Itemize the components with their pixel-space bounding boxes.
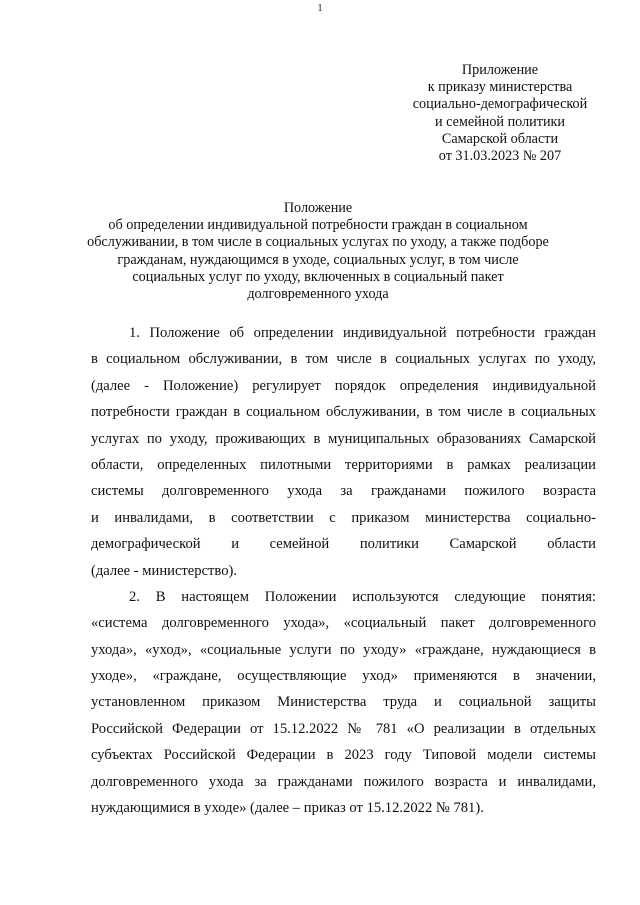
- title-line: гражданам, нуждающимся в уходе, социальных услуг, в том числе: [117, 251, 519, 268]
- document-title: [60, 200, 576, 303]
- paragraph-line: 1. Положение об определении индивидуальной потребности граждан: [129, 325, 596, 341]
- title-line: обслуживании, в том числе в социальных услугах по уходу, а также подборе: [87, 234, 549, 251]
- paragraph-line: нуждающимися в уходе» (далее – приказ от 15.12.2022 № 781).: [91, 800, 484, 817]
- paragraph-line: 2. В настоящем Положении используются следующие понятия:: [129, 588, 596, 605]
- appendix-line: Самарской области: [441, 130, 559, 147]
- paragraph-line: ухода», «уход», «социальные услуги по уходу» «граждане, нуждающиеся в: [91, 641, 596, 658]
- paragraph-line: установленном приказом Министерства труда и социальной защиты: [91, 694, 596, 711]
- appendix-line: и семейной политики: [434, 113, 566, 130]
- paragraph-line: Российской Федерации от 15.12.2022 № 781 «О реализации в отдельных: [91, 720, 596, 737]
- title-line: Положение: [283, 200, 353, 216]
- appendix-line: к приказу министерства: [427, 79, 573, 96]
- title-line: долговременного ухода: [247, 286, 389, 303]
- appendix-line: от 31.03.2023 № 207: [438, 148, 562, 165]
- paragraph-line: субъектах Российской Федерации в 2023 году Типовой модели системы: [91, 747, 596, 764]
- paragraph-line: уходе», «граждане, осуществляющие уход» применяются в значении,: [91, 668, 596, 685]
- paragraph-2: [91, 584, 596, 822]
- page-number: 1: [317, 3, 323, 14]
- paragraph-line: потребности граждан в социальном обслуживании, в том числе в социальных: [91, 404, 596, 421]
- appendix-line: социально-демографической: [412, 96, 588, 113]
- paragraph-line: (далее - Положение) регулирует порядок определения индивидуальной: [91, 377, 596, 394]
- paragraph-1: [91, 320, 596, 584]
- paragraph-line: системы долговременного ухода за гражданами пожилого возраста: [91, 483, 596, 500]
- title-line: об определении индивидуальной потребности граждан в социальном: [108, 217, 528, 234]
- appendix-header: [360, 62, 640, 165]
- appendix-line: Приложение: [461, 62, 539, 78]
- paragraph-line: «система долговременного ухода», «социальный пакет долговременного: [91, 615, 596, 632]
- paragraph-line: демографической и семейной политики Самарской области: [91, 536, 596, 553]
- title-line: социальных услуг по уходу, включенных в социальный пакет: [132, 268, 504, 285]
- paragraph-line: и инвалидами, в соответствии с приказом министерства социально-: [91, 509, 596, 526]
- document-body: [91, 320, 596, 821]
- paragraph-line: в социальном обслуживании, в том числе в социальных услугах по уходу,: [91, 351, 596, 368]
- paragraph-line: области, определенных пилотными территориями в рамках реализации: [91, 456, 596, 473]
- paragraph-line: услугах по уходу, проживающих в муниципальных образованиях Самарской: [91, 430, 596, 447]
- paragraph-line: (далее - министерство).: [91, 562, 238, 579]
- paragraph-line: долговременного ухода за гражданами пожилого возраста и инвалидами,: [91, 773, 596, 790]
